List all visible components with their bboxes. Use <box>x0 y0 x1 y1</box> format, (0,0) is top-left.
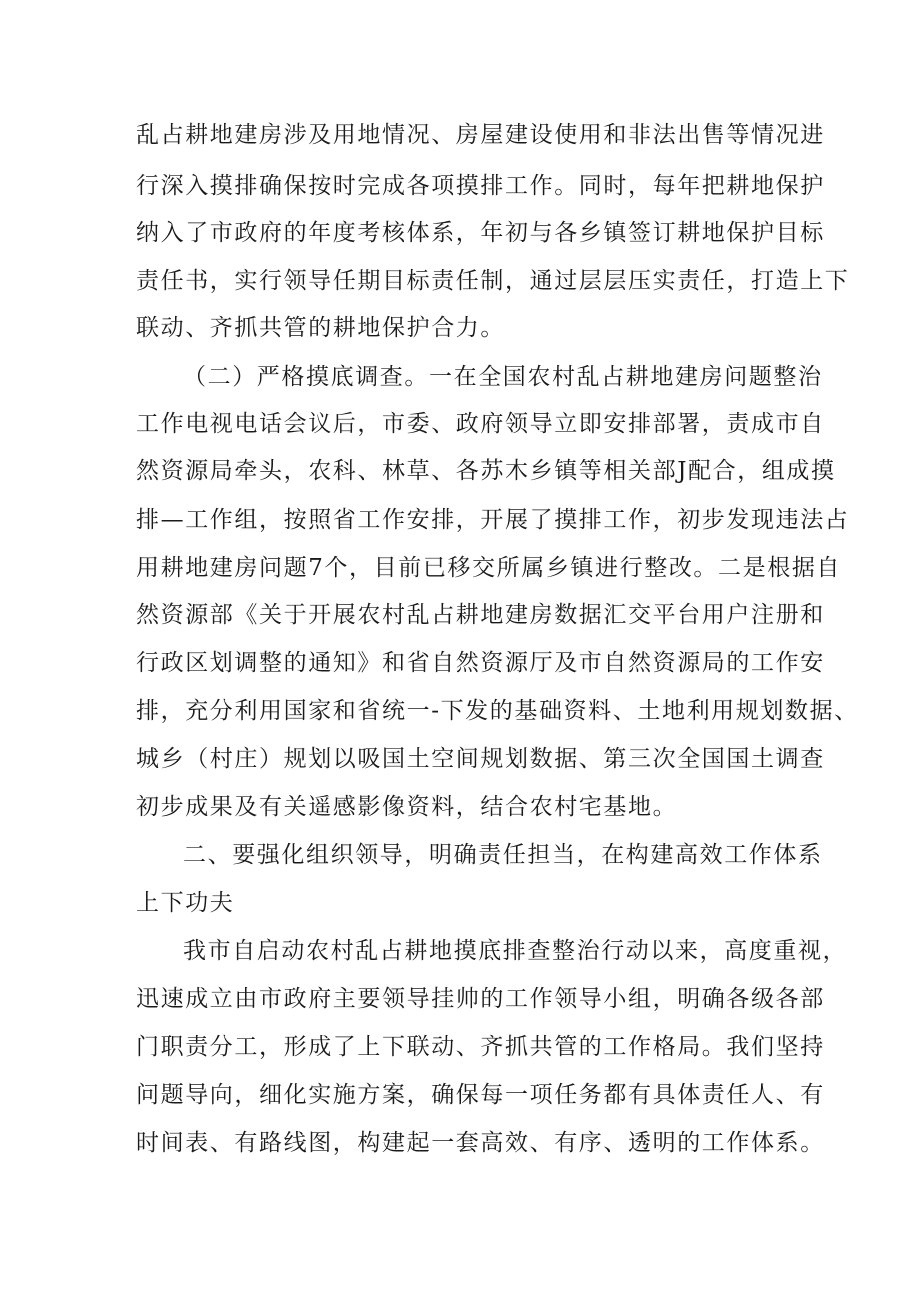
text-line: 联动、齐抓共管的耕地保护合力。 <box>136 315 505 341</box>
text-line: 时间表、有路线图，构建起一套高效、有序、透明的工作体系。 <box>136 1130 825 1156</box>
text-line: 城乡（村庄）规划以吸国土空间规划数据、第三次全国国土调查 <box>136 746 825 772</box>
section-heading-line: （二）严格摸底调查。一在全国农村乱占耕地建房问题整治 <box>183 364 823 390</box>
text-line: 排，充分利用国家和省统一-下发的基础资料、土地利用规划数据、 <box>136 698 859 724</box>
text-line: 门职责分工，形成了上下联动、齐抓共管的工作格局。我们坚持 <box>136 1034 825 1060</box>
text-line: 乱占耕地建房涉及用地情况、房屋建设使用和非法出售等情况进 <box>136 122 825 148</box>
text-line: 初步成果及有关遥感影像资料，结合农村宅基地。 <box>136 794 678 820</box>
text-line: 用耕地建房问题7个，目前已移交所属乡镇进行整改。二是根据自 <box>136 555 842 581</box>
text-line: 纳入了市政府的年度考核体系，年初与各乡镇签订耕地保护目标 <box>136 220 825 246</box>
text-line: 迅速成立由市政府主要领导挂帅的工作领导小组，明确各级各部 <box>136 986 825 1012</box>
text-line: 排—工作组，按照省工作安排，开展了摸排工作，初步发现违法占 <box>136 507 850 533</box>
section-heading-line: 上下功夫 <box>136 890 235 916</box>
text-line: 责任书，实行领导任期目标责任制，通过层层压实责任，打造上下 <box>136 268 850 294</box>
text-line: 然资源部《关于开展农村乱占耕地建房数据汇交平台用户注册和 <box>136 602 825 628</box>
text-line: 我市自启动农村乱占耕地摸底排查整治行动以来，高度重视， <box>183 938 848 964</box>
text-line: 行深入摸排确保按时完成各项摸排工作。同时，每年把耕地保护 <box>136 173 825 199</box>
text-line: 问题导向，细化实施方案，确保每一项任务都有具体责任人、有 <box>136 1082 825 1108</box>
text-line: 然资源局牵头，农科、林草、各苏木乡镇等相关部J配合，组成摸 <box>136 458 836 484</box>
section-heading-line: 二、要强化组织领导，明确责任担当，在构建高效工作体系 <box>183 842 823 868</box>
text-line: 行政区划调整的通知》和省自然资源厅及市自然资源局的工作安 <box>136 650 825 676</box>
text-line: 工作电视电话会议后，市委、政府领导立即安排部署，责成市自 <box>136 411 825 437</box>
